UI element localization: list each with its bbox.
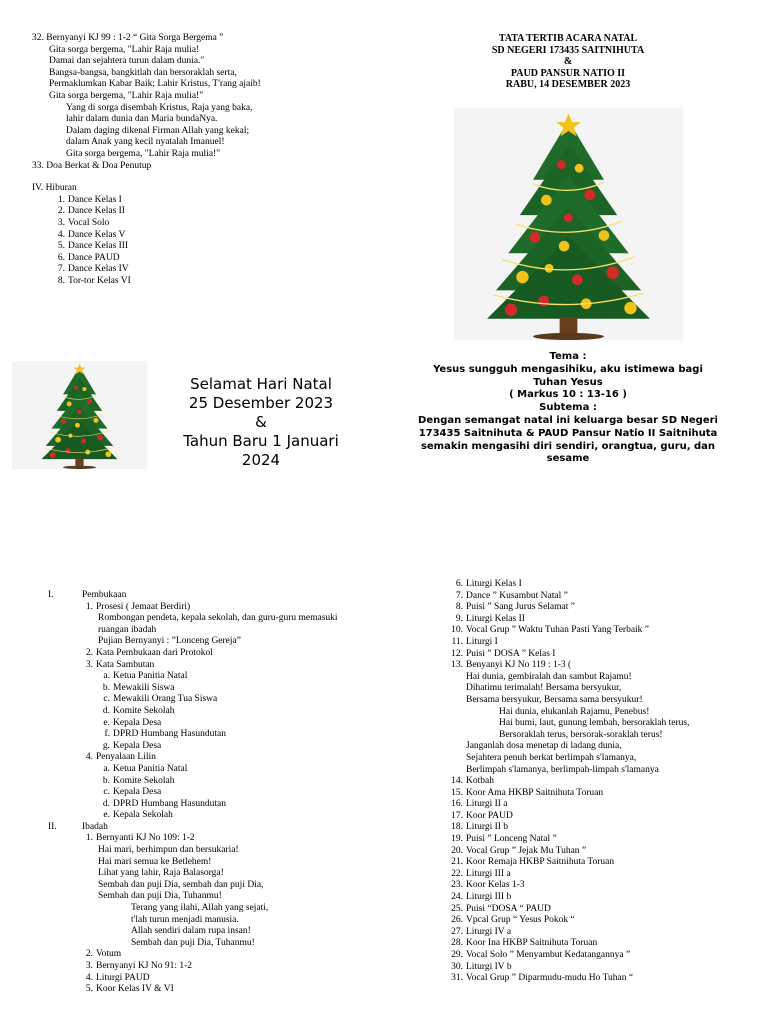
list-item: 8. Tor-tor Kelas VI <box>57 275 131 286</box>
header-line: & <box>563 56 573 67</box>
theme-label: Tema : <box>549 351 587 362</box>
christmas-tree-icon <box>454 108 683 340</box>
list-item: d. Komite Sekolah <box>102 705 175 716</box>
list-item: 15. Koor Ama HKBP Saitnihuta Toruan <box>451 787 604 798</box>
list-item: 6. Liturgi Kelas I <box>455 579 522 589</box>
list-item: 3. Bernyanyi KJ No 91: 1-2 <box>85 961 193 971</box>
lyric-line: Gita sorga bergema, "Lahir Raja mulia!" <box>49 90 204 101</box>
greeting-line: Tahun Baru 1 Januari <box>183 432 339 450</box>
lyric-line: Damai dan sejahtera turun dalam dunia." <box>49 56 205 67</box>
item-32-block <box>32 33 362 287</box>
list-item: 20. Vocal Grup ” Jejak Mu Tuhan ” <box>451 845 587 856</box>
greeting-line: & <box>255 413 267 431</box>
list-item: b. Komite Sekolah <box>102 775 175 786</box>
list-item: a. Ketua Panitia Natal <box>103 763 188 774</box>
greeting-line: 2024 <box>241 451 281 469</box>
item-detail: ruangan ibadah <box>98 624 157 635</box>
list-item: 1. Dance Kelas I <box>57 194 122 205</box>
lyric-line: Hai mari, berhimpun dan bersukaria! <box>98 845 239 856</box>
lyric-line: Yang di sorga disembah Kristus, Raja yang baka, <box>66 102 253 113</box>
christmas-tree-icon <box>454 108 683 340</box>
lyric-line: Sembah dan puji Dia, Tuhanmu! <box>131 937 255 948</box>
lyric-line: Sembah dan puji Dia, sembah dan puji Dia, <box>98 879 264 890</box>
list-item: 2. Dance Kelas II <box>57 206 125 217</box>
theme-verse: ( Markus 10 : 13-16 ) <box>509 389 627 401</box>
header-line: PAUD PANSUR NATIO II <box>510 67 626 79</box>
greeting-line: Selamat Hari Natal <box>190 375 332 393</box>
program-left-column <box>48 590 378 1024</box>
item-detail: Pujian Bernyanyi : ”Lonceng Gereja” <box>98 636 241 647</box>
theme-text: Yesus sungguh mengasihiku, aku istimewa bagi <box>433 363 703 375</box>
list-item: 1. Prosesi ( Jemaat Berdiri) <box>85 601 191 612</box>
lyric-line: Bersoraklah terus, bersorak-soraklah terus! <box>499 729 663 740</box>
lyric-line: Permaklumkan Kabar Baik; Lahir Kristus, T'rang ajaib! <box>49 79 261 90</box>
lyric-line: Bersama bersyukur, Bersama sama bersyukur! <box>466 694 643 705</box>
list-item: 14. Kotbah <box>451 776 494 787</box>
item-detail: Rombongan pendeta, kepala sekolah, dan guru-guru memasuki <box>98 613 338 624</box>
list-item: 7. Dance ” Kusambut Natal ” <box>455 590 568 601</box>
list-item <box>32 33 362 45</box>
christmas-tree-small-icon <box>12 361 147 469</box>
list-item: b. Mewakili Siswa <box>102 682 175 693</box>
subtheme-text: 173435 Saitnihuta & PAUD Pansur Natio II Saitnihuta <box>418 427 718 439</box>
section-title: Hiburan <box>45 183 77 194</box>
list-item: 5. Dance Kelas III <box>57 241 129 252</box>
list-item: 8. Puisi ” Sang Jurus Selamat ” <box>455 602 575 613</box>
list-item: 18. Liturgi II b <box>451 822 509 833</box>
lyric-line: Dihatimu terimalah! Bersama bersyukur, <box>466 683 622 694</box>
subtheme-text: Dengan semangat natal ini keluarga besar SD Negeri <box>418 414 718 426</box>
item-number: 33. <box>32 160 44 171</box>
program-right-column <box>446 579 746 985</box>
list-item: 4. Penyalaan Lilin <box>85 752 156 763</box>
theme-text: Tuhan Yesus <box>533 376 603 388</box>
theme-block <box>398 351 738 466</box>
list-item: 19. Puisi ” Lonceng Natal ” <box>451 834 557 845</box>
list-item: 24. Liturgi III b <box>451 892 512 903</box>
item-title: Doa Berkat & Doa Penutup <box>46 160 152 171</box>
header-line: TATA TERTIB ACARA NATAL <box>498 33 638 44</box>
list-item: 4. Dance Kelas V <box>57 229 126 240</box>
list-item: 26. Vpcal Grup “ Yesus Pokok “ <box>451 915 575 926</box>
list-item <box>32 161 362 173</box>
list-item: 22. Liturgi III a <box>451 868 511 879</box>
list-item: g. Kepala Desa <box>102 740 162 751</box>
lyric-line: Terang yang ilahi, Allah yang sejati, <box>131 903 269 914</box>
list-item: 13. Benyanyi KJ No 119 : 1-3 ( <box>451 660 572 671</box>
list-item: e. Kepala Desa <box>103 717 162 728</box>
list-item: 10. Vocal Grup ” Waktu Tuhan Pasti Yang Terbaik ” <box>451 625 650 636</box>
lyric-line: Hai bumi, laut, gunung lembah, bersoraklah terus, <box>499 718 690 729</box>
list-item: 21. Koor Remaja HKBP Saitnihuta Toruan <box>451 857 615 868</box>
list-item: 3. Vocal Solo <box>57 217 110 228</box>
list-item: a. Ketua Panitia Natal <box>103 671 188 682</box>
item-number: 32. <box>32 33 44 43</box>
speeches-list <box>48 671 378 752</box>
lyric-line: Berlimpah s'lamanya, berlimpah-limpah s'lamanya <box>466 764 659 775</box>
lyric-line: Allah sendiri dalam rupa insan! <box>131 926 251 937</box>
list-item: 12. Puisi ” DOSA ” Kelas I <box>451 648 556 659</box>
lyric-line: t'lah turun menjadi manusia. <box>131 914 239 925</box>
section-heading: II. Ibadah <box>48 821 108 832</box>
header-line: SD NEGERI 173435 SAITNIHUTA <box>491 44 645 56</box>
section-heading: I. Pembukaan <box>48 590 127 600</box>
subtheme-text: sesame <box>546 453 590 465</box>
section-heading <box>32 183 362 195</box>
subtheme-label: Subtema : <box>539 402 597 414</box>
list-item: d. DPRD Humbang Hasundutan <box>102 798 226 809</box>
lyric-line: Sembah dan puji Dia, Tuhanmu! <box>98 891 222 902</box>
christmas-tree-small-icon <box>12 361 147 469</box>
greeting-line: 25 Desember 2023 <box>188 394 334 412</box>
list-item: e. Kepala Sekolah <box>103 810 173 821</box>
list-item: 29. Vocal Solo ” Menyambut Kedatangannya ” <box>451 950 631 960</box>
lyric-line: Bangsa-bangsa, bangkitlah dan bersoraklah serta, <box>49 67 237 78</box>
list-item: 5. Koor Kelas IV & VI <box>85 984 174 995</box>
list-item: 1. Bernyanti KJ No 109: 1-2 <box>85 833 195 844</box>
list-item: 11. Liturgi I <box>451 636 498 647</box>
list-item: 28. Koor Ina HKBP Saitnihuta Toruan <box>451 938 598 949</box>
lyric-line: dalam Anak yang kecil nyatalah Imanuel! <box>66 137 225 148</box>
lyric-line: Gita sorga bergema, "Lahir Raja mulia!" <box>66 148 221 159</box>
entertainment-list <box>32 195 362 288</box>
item-title: Bernyanyi KJ 99 : 1-2 “ Gita Sorga Bergema ” <box>46 33 224 43</box>
lyric-line: Lihat yang lahir, Raja Balasorga! <box>98 868 224 879</box>
list-item: 6. Dance PAUD <box>57 252 120 263</box>
list-item: 2. Votum <box>85 949 122 960</box>
lyric-line: Gita sorga bergema, "Lahir Raja mulia! <box>49 44 200 55</box>
list-item: 30. Liturgi IV b <box>451 961 512 972</box>
list-item: 31. Vocal Grup ” Diparmudu-mudu Ho Tuhan “ <box>451 973 634 984</box>
list-item: c. Kepala Desa <box>103 787 162 798</box>
list-item: 9. Liturgi Kelas II <box>455 613 525 624</box>
lyric-line: Hai dunia, elukanlah Rajamu, Penebus! <box>499 706 650 717</box>
list-item: 23. Koor Kelas 1-3 <box>451 880 525 891</box>
list-item: f. DPRD Humbang Hasundutan <box>104 729 226 740</box>
list-item: c. Mewakili Orang Tua Siswa <box>103 694 218 705</box>
lyric-line: Sejahtera penuh berkat berlimpah s'lamanya, <box>466 752 637 763</box>
subtheme-text: semakin mengasihi diri sendiri, orangtua, guru, dan <box>420 440 716 452</box>
lyric-line: lahir dalam dunia dan Maria bundaNya. <box>66 114 218 125</box>
list-item: 4. Liturgi PAUD <box>85 972 150 983</box>
event-header <box>440 33 696 91</box>
list-item: 25. Puisi “DOSA “ PAUD <box>451 903 551 914</box>
list-item: 27. Liturgi IV a <box>451 926 512 937</box>
list-item: 16. Liturgi II a <box>451 799 508 810</box>
header-line: RABU, 14 DESEMBER 2023 <box>505 79 631 90</box>
list-item: 2. Kata Pembukaan dari Protokol <box>85 647 213 658</box>
lyric-line: Hai dunia, gembiralah dan sambut Rajamu! <box>466 671 632 682</box>
list-item: 17. Koor PAUD <box>451 810 513 821</box>
lyric-line: Dalam daging dikenal Firman Allah yang kekal; <box>66 125 250 136</box>
candle-lighting-list <box>48 764 378 822</box>
lyric-line: Janganlah dosa menetap di ladang dunia, <box>466 741 622 752</box>
section-number: IV. <box>32 183 44 194</box>
list-item: 3. Kata Sambutan <box>85 659 155 670</box>
lyric-line: Hai mari semua ke Betlehem! <box>98 856 212 867</box>
greeting-block <box>160 375 362 470</box>
list-item: 7. Dance Kelas IV <box>57 264 129 275</box>
